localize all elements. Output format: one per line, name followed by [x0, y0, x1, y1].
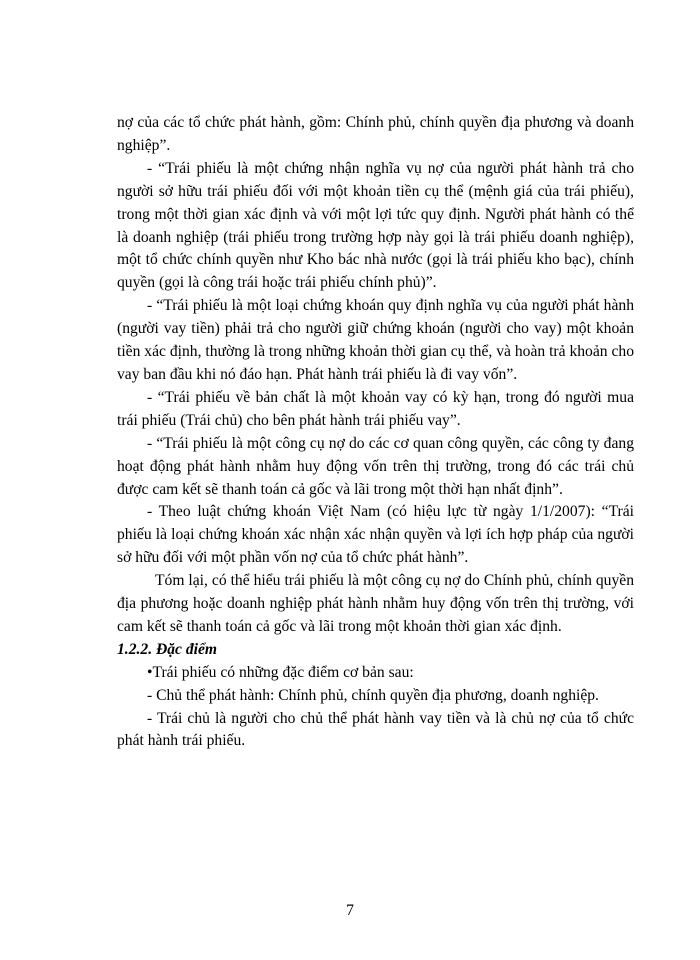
paragraph-definition-2: - “Trái phiếu là một loại chứng khoán quy định nghĩa vụ của người phát hành (người vay tiền) phải trả cho người giữ chứng khoán (người cho vay) một khoản tiền xác định, thường là trong những khoản thời gian cụ thể, và hoàn trả khoản cho vay ban đầu khi nó đáo hạn. Phát hành trái phiếu là đi vay vốn”. — [117, 297, 634, 383]
bullet-intro-text: Trái phiếu có những đặc điểm cơ bản sau: — [152, 663, 414, 681]
page-number: 7 — [346, 902, 354, 919]
section-heading: 1.2.2. Đặc điểm — [117, 640, 218, 658]
list-item-bondholder: - Trái chủ là người cho chủ thể phát hành vay tiền và là chủ nợ của tổ chức phát hành trái phiếu. — [117, 709, 634, 750]
paragraph-definition-1: - “Trái phiếu là một chứng nhận nghĩa vụ nợ của người phát hành trả cho người sở hữu trái phiếu đối với một khoản tiền cụ thể (mệnh giá của trái phiếu), trong một thời gian xác định và với một lợi tức quy định. Người phát hành có thể là doanh nghiệp (trái phiếu trong trường hợp này gọi là trái phiếu doanh nghiệp), một tổ chức chính quyền như Kho bác nhà nước (gọi là trái phiếu kho bạc), chính quyền (gọi là công trái hoặc trái phiếu chính phủ)”. — [117, 159, 634, 292]
document-body — [117, 112, 634, 753]
bullet-intro — [117, 662, 634, 685]
paragraph-summary: Tóm lại, có thể hiểu trái phiếu là một công cụ nợ do Chính phủ, chính quyền địa phương hoặc doanh nghiệp phát hành nhằm huy động vốn trên thị trường, với cam kết sẽ thanh toán cả gốc và lãi trong một khoản thời gian xác định. — [117, 572, 634, 635]
paragraph-legal-definition: - Theo luật chứng khoán Việt Nam (có hiệu lực từ ngày 1/1/2007): “Trái phiếu là loại chứng khoán xác nhận xác nhận quyền và lợi ích hợp pháp của người sở hữu đối với một phần vốn nợ của tổ chức phát hành”. — [117, 503, 634, 567]
bullet-icon: • — [147, 663, 153, 681]
list-item-issuer: - Chủ thể phát hành: Chính phủ, chính quyền địa phương, doanh nghiệp. — [147, 686, 599, 704]
paragraph-continuation: nợ của các tổ chức phát hành, gồm: Chính phủ, chính quyền địa phương và doanh nghiệp”. — [117, 114, 634, 154]
paragraph-definition-4: - “Trái phiếu là một công cụ nợ do các cơ quan công quyền, các công ty đang hoạt động phát hành nhằm huy động vốn trên thị trường, trong đó các trái chủ được cam kết sẽ thanh toán cả gốc và lãi trong một thời hạn nhất định”. — [117, 434, 634, 498]
paragraph-definition-3: - “Trái phiếu về bản chất là một khoản vay có kỳ hạn, trong đó người mua trái phiếu (Trái chủ) cho bên phát hành trái phiếu vay”. — [117, 388, 634, 429]
